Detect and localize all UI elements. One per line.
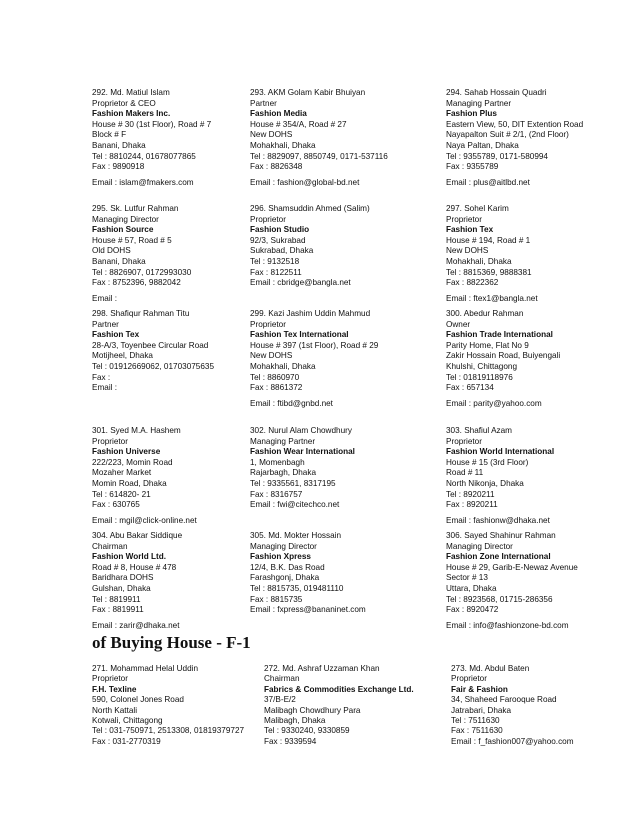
directory-entry-297 [446,204,538,304]
section-heading: of Buying House - F-1 [92,633,251,652]
buying-house-entry-273 [451,664,574,747]
entry-title: Managing Partner [250,436,316,446]
entry-company: Fashion Tex [446,225,494,235]
entry-name: 304. Abu Bakar Siddique [92,531,183,540]
entry-fax: Fax : 8826348 [250,162,303,172]
entry-tel: Tel : 01819118976 [446,372,513,382]
entry-email: Email : ftex1@bangla.net [446,293,538,303]
entry-tel: Tel : 8826907, 0172993030 [92,267,192,277]
entry-address-line: Naya Paltan, Dhaka [446,140,519,150]
entry-address-line: 590, Colonel Jones Road [92,695,184,705]
buying-house-entry-271 [92,664,244,747]
entry-address-line: Malibagh, Dhaka [264,716,326,726]
entry-address-line: 28-A/3, Toyenbee Circular Road [92,340,209,350]
entry-name: 295. Sk. Lutfur Rahman [92,204,179,213]
entry-address-line: 92/3, Sukrabad [250,235,306,245]
entry-address-line: Baridhara DOHS [92,573,154,583]
entry-company: Fashion Wear International [250,447,355,457]
directory-entry-299 [250,309,378,409]
entry-email: Email : fwi@citechco.net [250,500,340,510]
entry-tel: Tel : 614820- 21 [92,489,151,499]
entry-name: 298. Shafiqur Rahman Titu [92,309,190,318]
entry-fax: Fax : 8920472 [446,605,499,615]
entry-address-line: Nayapalton Suit # 2/1, (2nd Floor) [446,130,569,140]
entry-email: Email : islam@fmakers.com [92,177,194,187]
directory-entry-294 [446,88,583,188]
entry-address-line: Gulshan, Dhaka [92,583,151,593]
entry-fax: Fax : [92,372,111,382]
entry-address-line: Banani, Dhaka [92,140,146,150]
entry-company: Fashion Media [250,109,307,119]
entry-email: Email : [92,293,118,303]
entry-name: 271. Mohammad Helal Uddin [92,664,199,673]
entry-title: Proprietor [250,214,286,224]
entry-title: Proprietor [446,214,482,224]
entry-name: 306. Sayed Shahinur Rahman [446,531,556,540]
directory-entry-301 [92,426,197,526]
entry-fax: Fax : 9355789 [446,162,499,172]
entry-email: Email : plus@aitlbd.net [446,177,530,187]
entry-email: Email : fxpress@bananinet.com [250,605,366,615]
directory-entry-302 [250,426,355,511]
entry-name: 294. Sahab Hossain Quadri [446,88,547,97]
entry-tel: Tel : 01912669062, 01703075635 [92,361,215,371]
entry-address-line: 34, Shaheed Farooque Road [451,695,557,705]
entry-title: Proprietor [250,319,286,329]
entry-company: Fashion Universe [92,447,161,457]
entry-tel: Tel : 7511630 [451,716,500,726]
entry-name: 302. Nurul Alam Chowdhury [250,426,352,435]
entry-fax: Fax : 7511630 [451,726,503,736]
entry-tel: Tel : 9132518 [250,256,300,266]
entry-name: 296. Shamsuddin Ahmed (Salim) [250,204,370,213]
directory-entry-293 [250,88,388,188]
entry-email: Email : mgil@click-online.net [92,515,197,525]
entry-address-line: House # 30 (1st Floor), Road # 7 [92,119,212,129]
entry-address-line: House # 57, Road # 5 [92,235,172,245]
entry-company: Fashion World International [446,447,555,457]
entry-tel: Tel : 9355789, 0171-580994 [446,151,548,161]
entry-address-line: Kotwali, Chittagong [92,716,163,726]
entry-tel: Tel : 8815369, 9888381 [446,267,532,277]
entry-address-line: 1, Momenbagh [250,457,305,467]
entry-title: Partner [250,98,277,108]
entry-address-line: North Kattali [92,705,138,715]
entry-address-line: Mozaher Market [92,468,152,478]
entry-company: Fashion Xpress [250,552,311,562]
entry-email: Email : [92,383,118,393]
entry-address-line: Sukrabad, Dhaka [250,246,314,256]
entry-fax: Fax : 9339594 [264,736,317,746]
entry-name: 303. Shafiul Azam [446,426,512,435]
entry-address-line: Road # 11 [446,468,484,478]
entry-tel: Tel : 9335561, 8317195 [250,478,336,488]
entry-title: Owner [446,319,471,329]
entry-address-line: Jatrabari, Dhaka [451,705,512,715]
entry-fax: Fax : 9890918 [92,162,145,172]
entry-address-line: Parity Home, Flat No 9 [446,340,529,350]
entry-tel: Tel : 8920211 [446,489,495,499]
entry-address-line: House # 194, Road # 1 [446,235,531,245]
entry-email: Email : info@fashionzone-bd.com [446,620,569,630]
entry-fax: Fax : 630765 [92,500,140,510]
entry-email: Email : ftibd@gnbd.net [250,398,333,408]
entry-email: Email : f_fashion007@yahoo.com [451,736,574,746]
entry-address-line: Mohakhali, Dhaka [250,361,316,371]
buying-house-entry-272 [264,664,414,747]
entry-company: Fashion Trade International [446,330,553,340]
entry-name: 299. Kazi Jashim Uddin Mahmud [250,309,371,318]
entry-address-line: Sector # 13 [446,573,488,583]
entry-company: Fashion Tex [92,330,140,340]
entry-email: Email : parity@yahoo.com [446,398,542,408]
entry-name: 293. AKM Golam Kabir Bhuiyan [250,88,366,97]
entry-email: Email : fashion@global-bd.net [250,177,360,187]
entry-fax: Fax : 8819911 [92,605,144,615]
entry-email: Email : cbridge@bangla.net [250,278,351,288]
entry-company: F.H. Texline [92,684,137,694]
entry-address-line: Block # F [92,130,127,140]
directory-entry-298 [92,309,214,394]
entry-address-line: Uttara, Dhaka [446,583,497,593]
entry-tel: Tel : 8860970 [250,372,300,382]
entry-fax: Fax : 8316757 [250,489,303,499]
directory-entry-303 [446,426,554,526]
entry-address-line: Mohakhali, Dhaka [446,256,512,266]
entry-title: Proprietor & CEO [92,98,156,108]
entry-tel: Tel : 8815735, 019481110 [250,583,344,593]
directory-entry-304 [92,531,182,631]
entry-address-line: 222/223, Momin Road [92,457,173,467]
entry-title: Proprietor [92,674,128,684]
entry-company: Fashion Zone International [446,552,551,562]
entry-title: Managing Director [92,214,159,224]
entry-address-line: New DOHS [446,246,489,256]
entry-address-line: Road # 8, House # 478 [92,562,177,572]
entry-address-line: House # 354/A, Road # 27 [250,119,347,129]
entry-name: 300. Abedur Rahman [446,309,524,318]
entry-title: Managing Partner [446,98,512,108]
entry-fax: Fax : 8122511 [250,267,302,277]
directory-entry-292 [92,88,211,188]
entry-title: Proprietor [446,436,482,446]
entry-address-line: Momin Road, Dhaka [92,478,167,488]
entry-address-line: North Nikonja, Dhaka [446,478,524,488]
directory-entry-296 [250,204,370,289]
entry-fax: Fax : 8920211 [446,500,498,510]
entry-title: Partner [92,319,119,329]
entry-company: Fashion Tex International [250,330,349,340]
entry-fax: Fax : 8861372 [250,383,303,393]
entry-address-line: Old DOHS [92,246,131,256]
entry-company: Fabrics & Commodities Exchange Ltd. [264,684,414,694]
entry-address-line: Khulshi, Chittagong [446,361,518,371]
entry-title: Chairman [92,541,128,551]
entry-title: Proprietor [451,674,487,684]
entry-company: Fashion Plus [446,109,497,119]
entry-address-line: Motijheel, Dhaka [92,351,153,361]
directory-entry-306 [446,531,578,631]
entry-name: 272. Md. Ashraf Uzzaman Khan [264,664,380,673]
entry-fax: Fax : 031-2770319 [92,736,161,746]
entry-name: 297. Sohel Karim [446,204,509,213]
directory-entry-300 [446,309,560,409]
entry-address-line: House # 397 (1st Floor), Road # 29 [250,340,379,350]
entry-address-line: Malibagh Chowdhury Para [264,705,361,715]
entry-name: 273. Md. Abdul Baten [451,664,530,673]
directory-entry-305 [250,531,366,616]
directory-entry-295 [92,204,191,304]
entry-title: Chairman [264,674,300,684]
entry-name: 301. Syed M.A. Hashem [92,426,181,435]
entry-tel: Tel : 8810244, 01678077865 [92,151,196,161]
entry-company: Fair & Fashion [451,684,508,694]
entry-fax: Fax : 8752396, 9882042 [92,278,181,288]
entry-address-line: New DOHS [250,351,293,361]
entry-email: Email : zarir@dhaka.net [92,620,180,630]
entry-fax: Fax : 8822362 [446,278,499,288]
entry-fax: Fax : 657134 [446,383,494,393]
entry-title: Proprietor [92,436,128,446]
entry-company: Fashion Makers Inc. [92,109,171,119]
entry-address-line: Zakir Hossain Road, Buiyengali [446,351,561,361]
entry-name: 305. Md. Mokter Hossain [250,531,342,540]
entry-company: Fashion World Ltd. [92,552,166,562]
entry-tel: Tel : 8829097, 8850749, 0171-537116 [250,151,388,161]
entry-tel: Tel : 8923568, 01715-286356 [446,594,553,604]
entry-company: Fashion Studio [250,225,310,235]
entry-address-line: 37/B-E/2 [264,695,296,705]
entry-fax: Fax : 8815735 [250,594,303,604]
entry-company: Fashion Source [92,225,154,235]
entry-tel: Tel : 9330240, 9330859 [264,726,350,736]
entry-title: Managing Director [250,541,317,551]
entry-address-line: Mohakhali, Dhaka [250,140,316,150]
entry-tel: Tel : 8819911 [92,594,141,604]
entry-address-line: New DOHS [250,130,293,140]
entry-title: Managing Director [446,541,513,551]
entry-tel: Tel : 031-750971, 2513308, 01819379727 [92,726,245,736]
entry-address-line: Banani, Dhaka [92,256,146,266]
entry-email: Email : fashionw@dhaka.net [446,515,550,525]
entry-name: 292. Md. Matiul Islam [92,88,170,97]
entry-address-line: Rajarbagh, Dhaka [250,468,316,478]
entry-address-line: House # 15 (3rd Floor) [446,457,529,467]
entry-address-line: Farashgonj, Dhaka [250,573,320,583]
entry-address-line: Eastern View, 50, DIT Extention Road [446,119,584,129]
entry-address-line: 12/4, B.K. Das Road [250,562,325,572]
entry-address-line: House # 29, Garib-E-Newaz Avenue [446,562,578,572]
